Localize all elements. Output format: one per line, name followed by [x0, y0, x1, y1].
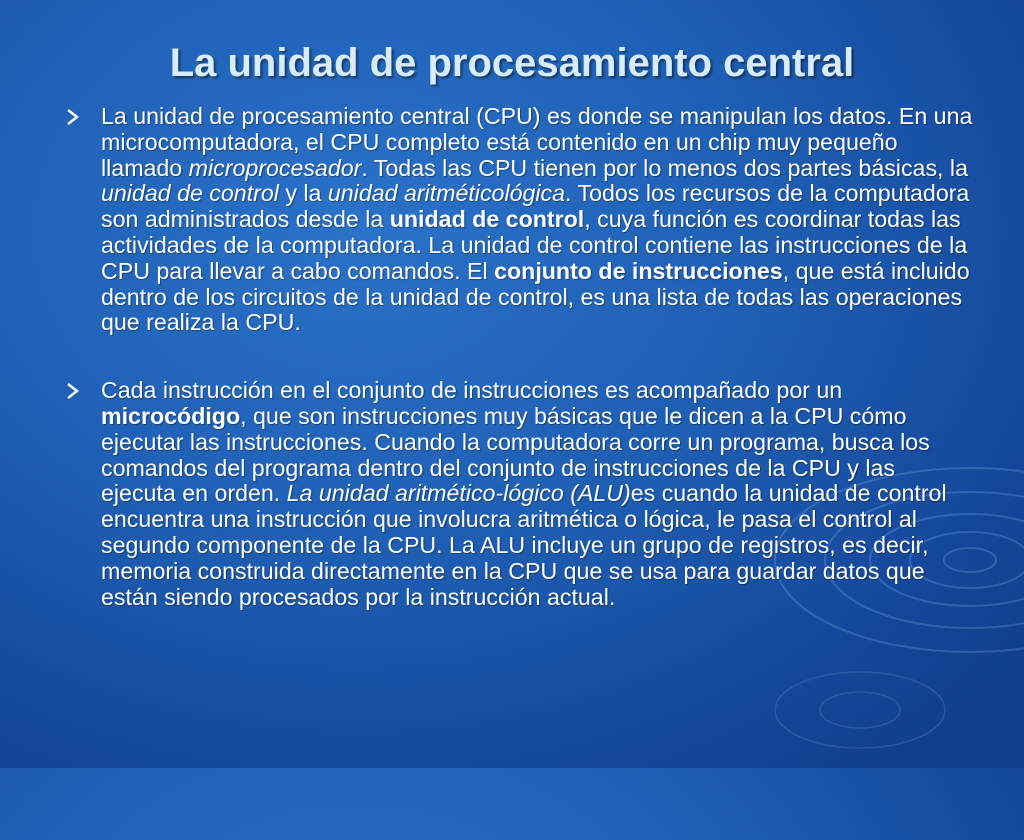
- bullet-text-segment: La unidad de procesamiento central (CPU) es donde se manipulan los datos. En una microcomputadora, el CPU completo está contenido en un chip muy pequeño llamado: [101, 103, 973, 181]
- bullet-text: [101, 377, 947, 609]
- bullet-text-segment: , que está incluido dentro de los circuitos de la unidad de control, es una lista de todas las operaciones que realiza la CPU.: [101, 257, 970, 336]
- bullet-text-segment: Cada instrucción en el conjunto de instrucciones es acompañado por un: [101, 377, 843, 404]
- bullet-text-segment: conjunto de instrucciones: [494, 257, 783, 284]
- bullet-text-segment: unidad aritméticológica: [327, 180, 566, 207]
- bullet-text-segment: unidad de control: [389, 206, 585, 233]
- bullet-text-segment: microcódigo: [101, 402, 241, 429]
- bullet-text-segment: La unidad aritmético-lógico (ALU): [286, 480, 631, 507]
- bullet-item-cpu: [64, 104, 976, 336]
- bullet-item-microcode: [64, 378, 976, 610]
- slide-title: La unidad de procesamiento central: [169, 41, 855, 85]
- chevron-arrow-icon: [66, 107, 80, 127]
- bullet-text: [101, 103, 972, 335]
- bullet-text-segment: y la: [278, 180, 328, 207]
- bullet-text-segment: unidad de control: [101, 180, 279, 207]
- bullet-list: [64, 104, 976, 610]
- bullet-text-segment: , cuya función es coordinar todas las actividades de la computadora. La unidad de control contiene las instrucciones de la CPU para llevar a cabo comandos. El: [101, 206, 968, 284]
- bullet-text-segment: es cuando la unidad de control encuentra una instrucción que involucra aritmética o lógica, le pasa el control al segundo componente de la CPU. La ALU incluye un grupo de registros, es decir, memoria construida directamente en la CPU que se usa para guardar datos que están siendo procesados por la instrucción actual.: [101, 480, 947, 610]
- bullet-text-segment: . Todos los recursos de la computadora son administrados desde la: [101, 180, 970, 233]
- bullet-text-segment: microprocesador: [188, 154, 362, 181]
- bullet-text-segment: , que son instrucciones muy básicas que le dicen a la CPU cómo ejecutar las instrucciones. Cuando la computadora corre un programa, busca los comandos del programa dentro del conjunto de instrucciones de la CPU y las ejecuta en orden.: [101, 402, 930, 507]
- bullet-text-segment: . Todas las CPU tienen por lo menos dos partes básicas, la: [361, 154, 968, 181]
- chevron-arrow-icon: [66, 381, 80, 401]
